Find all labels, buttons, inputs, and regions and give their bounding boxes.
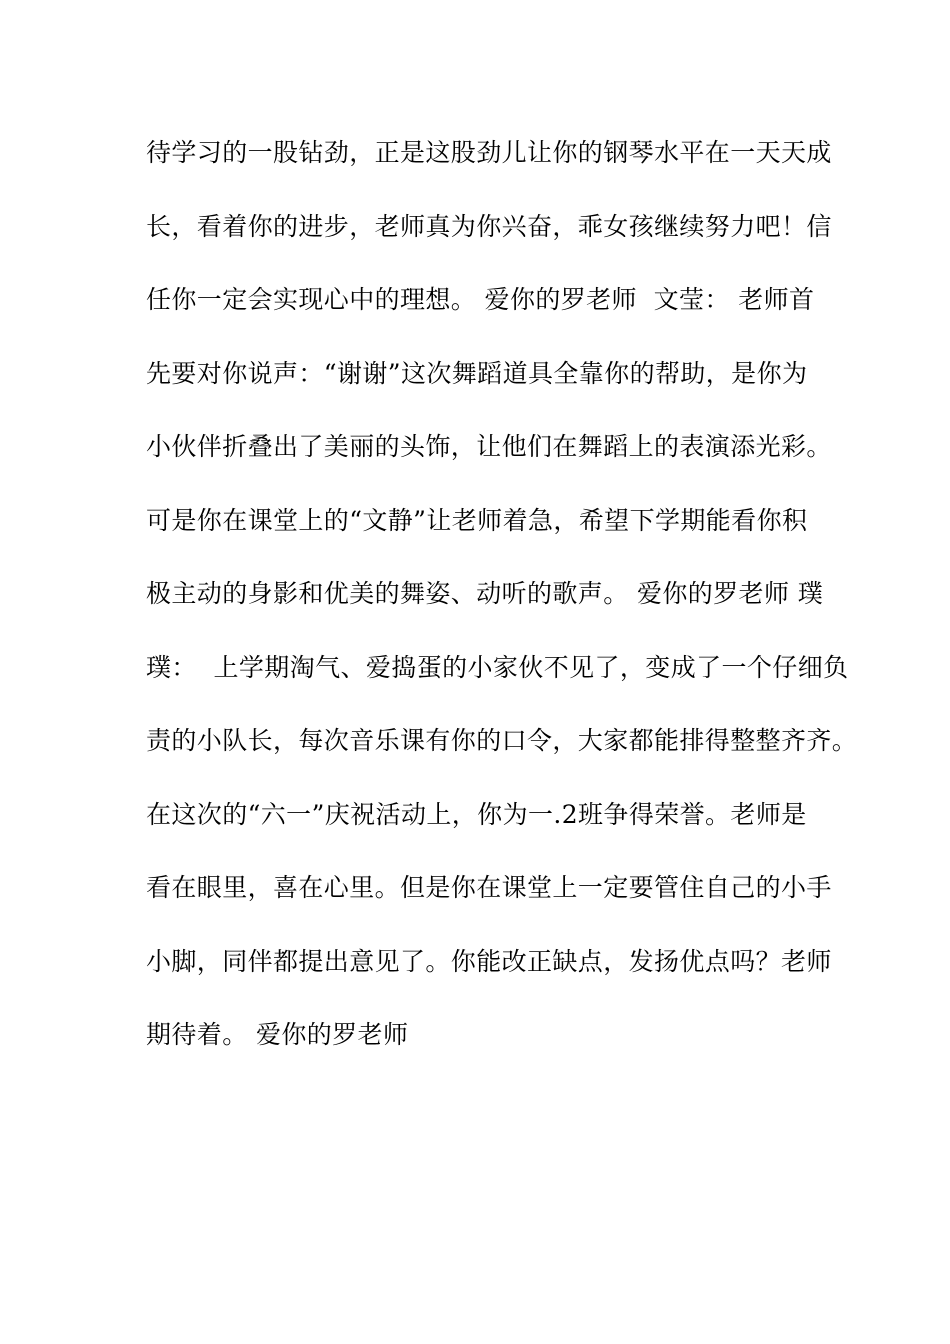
text-line-4: 先要对你说声：“谢谢”这次舞蹈道具全靠你的帮助，是你为: [146, 358, 808, 388]
text-line-3: 任你一定会实现心中的理想。 爱你的罗老师 文莹： 老师首: [146, 285, 815, 314]
text-line-2: 长，看着你的进步，老师真为你兴奋，乖女孩继续努力吧！信: [146, 211, 832, 241]
text-line-13: 期待着。 爱你的罗老师: [146, 1020, 409, 1049]
text-line-1: 待学习的一股钻劲，正是这股劲儿让你的钢琴水平在一天天成: [146, 138, 832, 167]
document-body: [146, 130, 866, 1086]
text-line-10: 在这次的“六一”庆祝活动上，你为一.2班争得荣誉。老师是: [146, 799, 807, 829]
text-line-6: 可是你在课堂上的“文静”让老师着急，希望下学期能看你积: [146, 505, 808, 535]
text-line-11: 看在眼里，喜在心里。但是你在课堂上一定要管住自己的小手: [146, 873, 832, 902]
text-line-12: 小脚，同伴都提出意见了。你能改正缺点，发扬优点吗？老师: [146, 946, 832, 976]
text-line-7: 极主动的身影和优美的舞姿、动听的歌声。 爱你的罗老师 璞: [146, 579, 824, 608]
text-line-8: 璞： 上学期淘气、爱捣蛋的小家伙不见了，变成了一个仔细负: [146, 652, 849, 682]
text-line-9: 责的小队长，每次音乐课有你的口令，大家都能排得整整齐齐。: [146, 726, 858, 755]
text-line-5: 小伙伴折叠出了美丽的头饰，让他们在舞蹈上的表演添光彩。: [146, 432, 832, 461]
